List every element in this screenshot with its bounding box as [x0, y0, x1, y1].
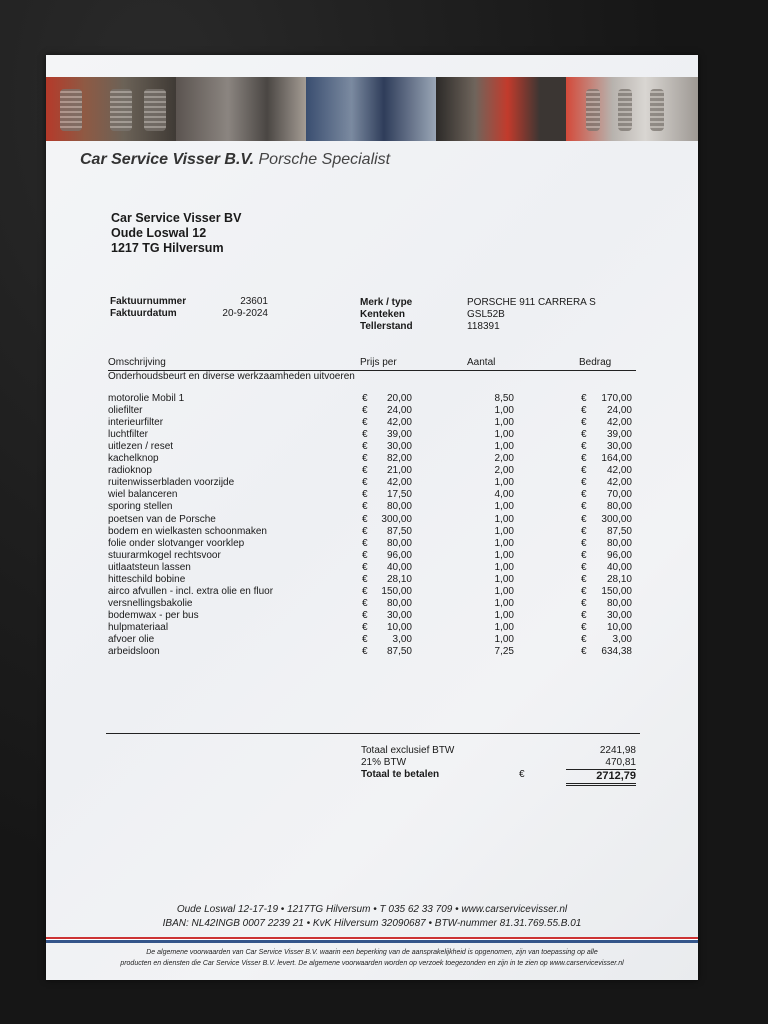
- item-quantity: 2,00: [494, 453, 514, 465]
- footer-stripe: [46, 937, 698, 943]
- item-unit-price: 80,00: [386, 537, 412, 549]
- cylinder-shape: [110, 89, 132, 131]
- item-unit-price: 42,00: [386, 417, 412, 429]
- price-currency: €: [362, 597, 368, 609]
- item-quantity: 1,00: [494, 573, 514, 585]
- item-quantity: 1,00: [494, 549, 514, 561]
- cylinder-shape: [650, 89, 664, 131]
- item-quantity: 1,00: [494, 501, 514, 513]
- item-amount: 42,00: [606, 417, 632, 429]
- table-row: [46, 634, 698, 646]
- price-currency: €: [362, 573, 368, 585]
- item-quantity: 1,00: [494, 405, 514, 417]
- item-quantity: 1,00: [494, 597, 514, 609]
- item-description: oliefilter: [108, 405, 143, 417]
- grand-total-row: [46, 769, 698, 781]
- item-amount: 24,00: [606, 405, 632, 417]
- item-quantity: 1,00: [494, 513, 514, 525]
- invoice-number: 23601: [240, 296, 268, 307]
- amount-currency: €: [581, 393, 587, 404]
- item-unit-price: 30,00: [386, 609, 412, 621]
- item-unit-price: 87,50: [386, 646, 412, 658]
- subtotal-label: Totaal exclusief BTW: [361, 745, 455, 756]
- item-description: interieurfilter: [108, 417, 164, 429]
- amount-currency: €: [581, 477, 587, 489]
- grand-total-amount: 2712,79: [566, 769, 636, 786]
- subtotal-row: [46, 745, 698, 757]
- invoice-number-label: Faktuurnummer: [110, 296, 187, 307]
- address-city: 1217 TG Hilversum: [111, 241, 224, 255]
- table-row: [46, 598, 698, 610]
- amount-currency: €: [581, 429, 587, 441]
- item-quantity: 8,50: [494, 393, 514, 404]
- item-quantity: 1,00: [494, 634, 514, 645]
- header-quantity: Aantal: [467, 357, 496, 368]
- table-row: [46, 477, 698, 489]
- price-currency: €: [362, 393, 368, 404]
- price-currency: €: [362, 513, 368, 525]
- vat-row: [46, 757, 698, 769]
- table-row: [46, 417, 698, 429]
- item-quantity: 1,00: [494, 525, 514, 537]
- amount-currency: €: [581, 453, 587, 465]
- table-row: [46, 586, 698, 598]
- item-amount: 87,50: [606, 525, 632, 537]
- price-currency: €: [362, 609, 368, 621]
- item-amount: 80,00: [606, 537, 632, 549]
- item-unit-price: 24,00: [386, 405, 412, 417]
- company-footer: [46, 903, 698, 931]
- vehicle-plate: GSL52B: [467, 309, 505, 320]
- cylinder-shape: [586, 89, 600, 131]
- vehicle-labels: [360, 297, 413, 333]
- amount-currency: €: [581, 585, 587, 597]
- cylinder-shape: [144, 89, 166, 131]
- table-row: [46, 393, 698, 405]
- amount-currency: €: [581, 621, 587, 633]
- item-description: radioknop: [108, 465, 152, 477]
- item-unit-price: 82,00: [386, 453, 412, 465]
- price-currency: €: [362, 465, 368, 477]
- item-quantity: 1,00: [494, 429, 514, 441]
- vehicle-make: PORSCHE 911 CARRERA S: [467, 297, 596, 308]
- grand-total-label: Totaal te betalen: [361, 769, 440, 780]
- invoice-paper: [46, 55, 698, 980]
- price-currency: €: [362, 646, 368, 658]
- amount-currency: €: [581, 465, 587, 477]
- item-amount: 634,38: [601, 646, 632, 658]
- item-amount: 42,00: [606, 477, 632, 489]
- footer-bank-line: IBAN: NL42INGB 0007 2239 21 • KvK Hilversum 32090687 • BTW-nummer 81.31.769.55.B.01: [162, 918, 582, 929]
- table-row: [46, 429, 698, 441]
- item-description: hitteschild bobine: [108, 573, 186, 585]
- table-row: [46, 465, 698, 477]
- item-quantity: 2,00: [494, 465, 514, 477]
- table-row: [46, 514, 698, 526]
- price-currency: €: [362, 489, 368, 501]
- header-description: Omschrijving: [108, 357, 166, 368]
- address-street: Oude Loswal 12: [111, 226, 207, 240]
- item-description: airco afvullen - incl. extra olie en fluor: [108, 585, 274, 597]
- item-quantity: 4,00: [494, 489, 514, 501]
- item-unit-price: 150,00: [381, 585, 412, 597]
- amount-currency: €: [581, 634, 587, 645]
- item-unit-price: 17,50: [386, 489, 412, 501]
- item-amount: 150,00: [601, 585, 632, 597]
- company-tagline: Porsche Specialist: [258, 151, 391, 168]
- amount-currency: €: [581, 417, 587, 429]
- vat-label: 21% BTW: [361, 757, 407, 768]
- item-unit-price: 20,00: [386, 393, 412, 404]
- table-row: [46, 562, 698, 574]
- item-description: stuurarmkogel rechtsvoor: [108, 549, 221, 561]
- price-currency: €: [362, 441, 368, 453]
- item-unit-price: 40,00: [386, 561, 412, 573]
- item-amount: 3,00: [612, 634, 632, 645]
- item-description: versnellingsbakolie: [108, 597, 193, 609]
- item-unit-price: 10,00: [386, 621, 412, 633]
- invoice-date: 20-9-2024: [222, 308, 268, 319]
- table-row: [46, 489, 698, 501]
- banner-engine-photo-4: [436, 77, 566, 141]
- item-quantity: 1,00: [494, 537, 514, 549]
- item-description: uitlaatsteun lassen: [108, 561, 191, 573]
- amount-currency: €: [581, 597, 587, 609]
- item-quantity: 1,00: [494, 621, 514, 633]
- company-name: Car Service Visser B.V.: [80, 151, 255, 168]
- item-amount: 96,00: [606, 549, 632, 561]
- item-description: arbeidsloon: [108, 646, 160, 658]
- item-description: sporing stellen: [108, 501, 173, 513]
- price-currency: €: [362, 453, 368, 465]
- price-currency: €: [362, 561, 368, 573]
- vehicle-values: [467, 297, 596, 333]
- legal-line-2: producten en diensten die Car Service Visser B.V. levert. De algemene voorwaarden worden op verzoek toegezonden en zijn in te zien op www.carservicevisser.nl: [120, 960, 624, 967]
- item-unit-price: 96,00: [386, 549, 412, 561]
- item-quantity: 1,00: [494, 609, 514, 621]
- table-row: [46, 501, 698, 513]
- item-description: poetsen van de Porsche: [108, 513, 216, 525]
- item-unit-price: 80,00: [386, 501, 412, 513]
- item-description: folie onder slotvanger voorklep: [108, 537, 245, 549]
- item-unit-price: 21,00: [386, 465, 412, 477]
- header-unit-price: Prijs per: [360, 357, 397, 368]
- price-currency: €: [362, 477, 368, 489]
- item-unit-price: 87,50: [386, 525, 412, 537]
- amount-currency: €: [581, 549, 587, 561]
- amount-currency: €: [581, 405, 587, 417]
- item-amount: 40,00: [606, 561, 632, 573]
- company-letterhead: [80, 151, 390, 169]
- invoice-meta-values: [220, 296, 268, 320]
- item-description: luchtfilter: [108, 429, 149, 441]
- footer-address-line: Oude Loswal 12-17-19 • 1217TG Hilversum • T 035 62 33 709 • www.carservicevisser.nl: [176, 904, 568, 915]
- price-currency: €: [362, 634, 368, 645]
- price-currency: €: [362, 549, 368, 561]
- grand-total-currency: €: [519, 769, 525, 780]
- invoice-meta-labels: [110, 296, 186, 320]
- vehicle-plate-label: Kenteken: [360, 309, 406, 320]
- invoice-date-label: Faktuurdatum: [110, 308, 177, 319]
- amount-currency: €: [581, 525, 587, 537]
- item-amount: 164,00: [601, 453, 632, 465]
- item-quantity: 1,00: [494, 441, 514, 453]
- item-description: wiel balanceren: [108, 489, 178, 501]
- table-row: [46, 526, 698, 538]
- item-quantity: 1,00: [494, 561, 514, 573]
- item-amount: 80,00: [606, 597, 632, 609]
- item-description: bodem en wielkasten schoonmaken: [108, 525, 267, 537]
- item-amount: 30,00: [606, 609, 632, 621]
- table-row: [46, 453, 698, 465]
- table-header: [108, 357, 636, 371]
- item-unit-price: 30,00: [386, 441, 412, 453]
- banner-engine-photo-2: [176, 77, 306, 141]
- cylinder-shape: [618, 89, 632, 131]
- header-photo-banner: [46, 77, 698, 141]
- header-amount: Bedrag: [579, 357, 612, 368]
- subtotal-amount: 2241,98: [599, 745, 636, 756]
- price-currency: €: [362, 429, 368, 441]
- amount-currency: €: [581, 561, 587, 573]
- amount-currency: €: [581, 573, 587, 585]
- item-unit-price: 39,00: [386, 429, 412, 441]
- amount-currency: €: [581, 513, 587, 525]
- table-row: [46, 441, 698, 453]
- item-description: afvoer olie: [108, 634, 155, 645]
- price-currency: €: [362, 585, 368, 597]
- item-unit-price: 42,00: [386, 477, 412, 489]
- vehicle-odometer: 118391: [467, 321, 500, 332]
- item-quantity: 7,25: [494, 646, 514, 658]
- vehicle-make-label: Merk / type: [360, 297, 413, 308]
- item-unit-price: 300,00: [381, 513, 412, 525]
- table-row: [46, 550, 698, 562]
- totals-divider: [106, 733, 640, 734]
- recipient-address: [111, 211, 241, 256]
- item-amount: 70,00: [606, 489, 632, 501]
- legal-line-1: De algemene voorwaarden van Car Service Visser B.V. waarin een beperking van de aansprakelijkheid is opgenomen, zijn van toepassing op alle: [146, 949, 598, 956]
- price-currency: €: [362, 501, 368, 513]
- price-currency: €: [362, 405, 368, 417]
- amount-currency: €: [581, 537, 587, 549]
- item-description: kachelknop: [108, 453, 159, 465]
- item-quantity: 1,00: [494, 585, 514, 597]
- item-amount: 28,10: [606, 573, 632, 585]
- price-currency: €: [362, 417, 368, 429]
- amount-currency: €: [581, 441, 587, 453]
- table-row: [46, 622, 698, 634]
- price-currency: €: [362, 621, 368, 633]
- item-amount: 80,00: [606, 501, 632, 513]
- vat-amount: 470,81: [605, 757, 636, 768]
- item-unit-price: 80,00: [386, 597, 412, 609]
- item-description: hulpmateriaal: [108, 621, 169, 633]
- item-amount: 170,00: [601, 393, 632, 404]
- item-unit-price: 3,00: [392, 634, 412, 645]
- table-row: [46, 646, 698, 658]
- item-amount: 30,00: [606, 441, 632, 453]
- address-name: Car Service Visser BV: [111, 211, 242, 225]
- table-row: [46, 610, 698, 622]
- amount-currency: €: [581, 646, 587, 658]
- item-description: bodemwax - per bus: [108, 609, 199, 621]
- price-currency: €: [362, 525, 368, 537]
- amount-currency: €: [581, 489, 587, 501]
- amount-currency: €: [581, 501, 587, 513]
- item-amount: 39,00: [606, 429, 632, 441]
- item-amount: 10,00: [606, 621, 632, 633]
- price-currency: €: [362, 537, 368, 549]
- banner-engine-photo-3: [306, 77, 436, 141]
- vehicle-odometer-label: Tellerstand: [360, 321, 413, 332]
- amount-currency: €: [581, 609, 587, 621]
- item-amount: 42,00: [606, 465, 632, 477]
- item-description: motorolie Mobil 1: [108, 393, 185, 404]
- item-description: ruitenwisserbladen voorzijde: [108, 477, 235, 489]
- legal-terms: [46, 947, 698, 969]
- cylinder-shape: [60, 89, 82, 131]
- table-row: [46, 538, 698, 550]
- table-row: [46, 405, 698, 417]
- item-quantity: 1,00: [494, 477, 514, 489]
- item-description: uitlezen / reset: [108, 441, 174, 453]
- work-description: Onderhoudsbeurt en diverse werkzaamheden uitvoeren: [108, 371, 355, 382]
- table-row: [46, 574, 698, 586]
- item-quantity: 1,00: [494, 417, 514, 429]
- item-amount: 300,00: [601, 513, 632, 525]
- item-unit-price: 28,10: [386, 573, 412, 585]
